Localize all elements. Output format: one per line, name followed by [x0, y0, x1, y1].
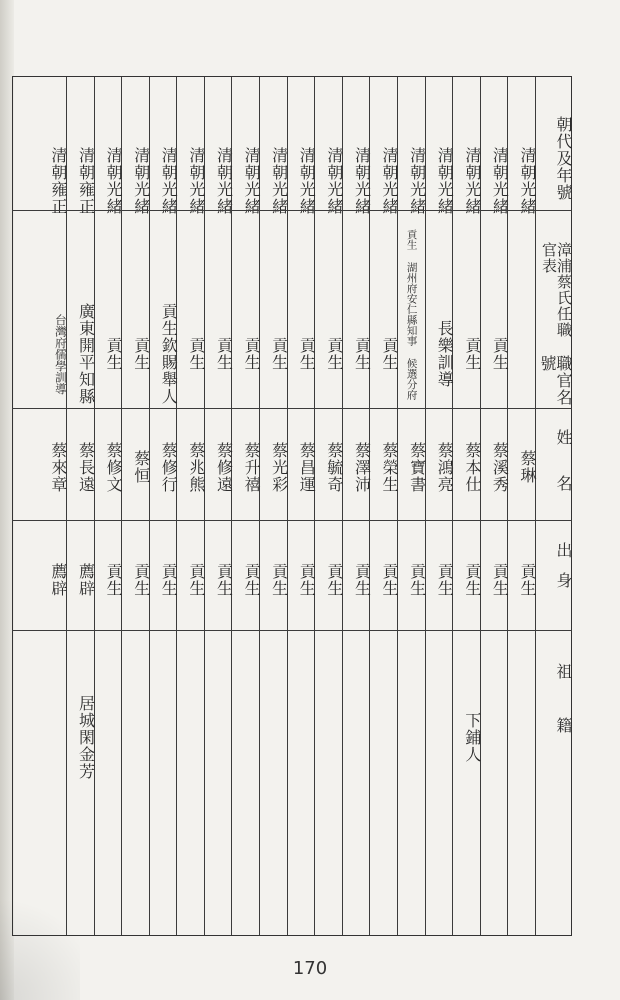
- row-name: 蔡來章: [48, 441, 68, 493]
- row-ancestry: [122, 637, 149, 837]
- row-dynasty: 清朝雍正: [48, 147, 68, 215]
- row-ancestry: [426, 637, 453, 837]
- row-dynasty: 清朝光緒: [159, 147, 179, 215]
- row-name: 蔡長遠: [76, 441, 96, 493]
- row-office: 貢生: [324, 337, 344, 371]
- row-source: 薦辟: [76, 563, 96, 597]
- table-row: [231, 77, 262, 935]
- row-office: 貢生: [297, 337, 317, 371]
- table-row: [287, 77, 315, 935]
- row-source: 貢生: [104, 563, 124, 597]
- row-name: 蔡琳: [518, 450, 537, 484]
- header-dynasty: 朝代及年號: [554, 115, 573, 201]
- row-source: 貢生: [324, 563, 344, 597]
- row-office: 貢生: [269, 337, 289, 371]
- row-dynasty: 清朝光緒: [269, 147, 289, 215]
- row-dynasty: 清朝光緒: [518, 147, 537, 215]
- header-source: 出身: [554, 542, 573, 602]
- table-row: [176, 77, 204, 935]
- row-ancestry: [508, 637, 535, 837]
- row-dynasty: 清朝光緒: [462, 147, 482, 215]
- row-name: 蔡澤沛: [352, 441, 372, 493]
- table-row: [397, 77, 425, 935]
- row-ancestry: [95, 637, 122, 837]
- row-ancestry: [481, 637, 508, 837]
- row-dynasty: 清朝光緒: [435, 147, 455, 215]
- header-name: 姓名: [554, 428, 573, 521]
- row-source: 貢生: [131, 563, 151, 597]
- row-source: 貢生: [186, 563, 206, 597]
- row-name: 蔡兆熊: [186, 441, 206, 493]
- page-number: 170: [292, 958, 328, 979]
- row-office: 貢生: [462, 337, 482, 371]
- row-dynasty: 清朝雍正: [76, 147, 96, 215]
- row-source: 貢生: [380, 563, 400, 597]
- header-office-label: 職官名號: [538, 355, 573, 407]
- row-dynasty: 清朝光緒: [214, 147, 234, 215]
- row-source: 貢生: [462, 563, 482, 597]
- table-row: [121, 77, 149, 935]
- row-name: 蔡毓奇: [324, 441, 344, 493]
- row-name: 蔡恒: [131, 450, 151, 484]
- row-office: 貢生: [380, 337, 400, 371]
- row-dynasty: 清朝光緒: [352, 147, 372, 215]
- row-office: 貢生: [242, 337, 262, 371]
- row-divider-dynasty: [12, 210, 572, 211]
- row-ancestry: [205, 637, 232, 837]
- row-source: 貢生: [352, 563, 372, 597]
- row-ancestry: [288, 637, 315, 837]
- row-dynasty: 清朝光緒: [324, 147, 344, 215]
- row-source: 貢生: [159, 563, 179, 597]
- row-name: 蔡升禧: [242, 441, 262, 493]
- row-office: 貢生: [352, 337, 372, 371]
- table-row: [94, 77, 122, 935]
- row-divider-office: [12, 408, 572, 409]
- row-ancestry: [232, 637, 259, 837]
- table-row: [38, 77, 66, 935]
- row-name: 蔡鴻亮: [435, 441, 455, 493]
- row-dynasty: 清朝光緒: [407, 147, 427, 215]
- row-divider-name: [12, 520, 572, 521]
- table-row: [314, 77, 342, 935]
- row-office: 廣東開平知縣: [76, 303, 96, 405]
- row-ancestry: [177, 637, 204, 837]
- row-ancestry: [38, 637, 66, 837]
- table-row: [480, 77, 508, 935]
- row-ancestry: [315, 637, 342, 837]
- official-roster-table: [12, 76, 572, 936]
- row-office: 貢生: [186, 337, 206, 371]
- row-office: 台灣府儒學訓導: [53, 313, 68, 395]
- row-office: 貢生: [104, 337, 124, 371]
- row-source: 貢生: [407, 563, 427, 597]
- row-name: 蔡修行: [159, 441, 179, 493]
- row-dynasty: 清朝光緒: [380, 147, 400, 215]
- row-name: 蔡溪秀: [490, 441, 510, 493]
- row-office: 貢生: [131, 337, 151, 371]
- row-ancestry: [343, 637, 370, 837]
- row-dynasty: 清朝光緒: [297, 147, 317, 215]
- row-source: 貢生: [435, 563, 455, 597]
- table-row: [342, 77, 370, 935]
- table-row: [507, 77, 535, 935]
- row-source: 貢生: [242, 563, 262, 597]
- row-source: 貢生: [269, 563, 289, 597]
- row-dynasty: 清朝光緒: [242, 147, 262, 215]
- table-row: [259, 77, 287, 935]
- row-source: 薦辟: [48, 563, 68, 597]
- row-name: 蔡修遠: [214, 441, 234, 493]
- row-office: 長樂訓導: [435, 320, 455, 388]
- row-source: 貢生: [214, 563, 234, 597]
- header-ancestry: 祖籍: [554, 663, 573, 771]
- row-ancestry: [370, 637, 397, 837]
- row-name: 蔡本仕: [462, 441, 482, 493]
- row-office: 貢生: [490, 337, 510, 371]
- row-name: 蔡修文: [104, 441, 124, 493]
- row-divider-source: [12, 630, 572, 631]
- row-name: 蔡寶書: [407, 441, 427, 493]
- table-row: [425, 77, 453, 935]
- row-office: 貢生: [214, 337, 234, 371]
- row-ancestry: 下鋪人: [462, 711, 482, 763]
- table-row: [369, 77, 400, 935]
- row-ancestry: 居城閑金芳: [76, 694, 96, 780]
- row-dynasty: 清朝光緒: [104, 147, 124, 215]
- row-ancestry: [260, 637, 287, 837]
- row-name: 蔡光彩: [269, 441, 289, 493]
- row-office: 貢生 湖州府安仁縣知事 候選分府: [405, 229, 418, 400]
- row-source: 貢生: [518, 563, 537, 597]
- table-row: [204, 77, 232, 935]
- header-title: 漳浦蔡氏任職官表: [540, 242, 573, 338]
- row-source: 貢生: [490, 563, 510, 597]
- table-header-column: [535, 77, 571, 935]
- row-name: 蔡昌運: [297, 441, 317, 493]
- row-dynasty: 清朝光緒: [131, 147, 151, 215]
- row-office: 貢生欽賜舉人: [159, 303, 179, 405]
- table-row: [149, 77, 177, 935]
- row-ancestry: [398, 637, 425, 837]
- row-name: 蔡榮生: [380, 441, 400, 493]
- table-row: [452, 77, 480, 935]
- row-dynasty: 清朝光緒: [186, 147, 206, 215]
- row-source: 貢生: [297, 563, 317, 597]
- row-dynasty: 清朝光緒: [490, 147, 510, 215]
- table-row: [66, 77, 94, 935]
- header-office: [536, 242, 571, 412]
- row-ancestry: [150, 637, 177, 837]
